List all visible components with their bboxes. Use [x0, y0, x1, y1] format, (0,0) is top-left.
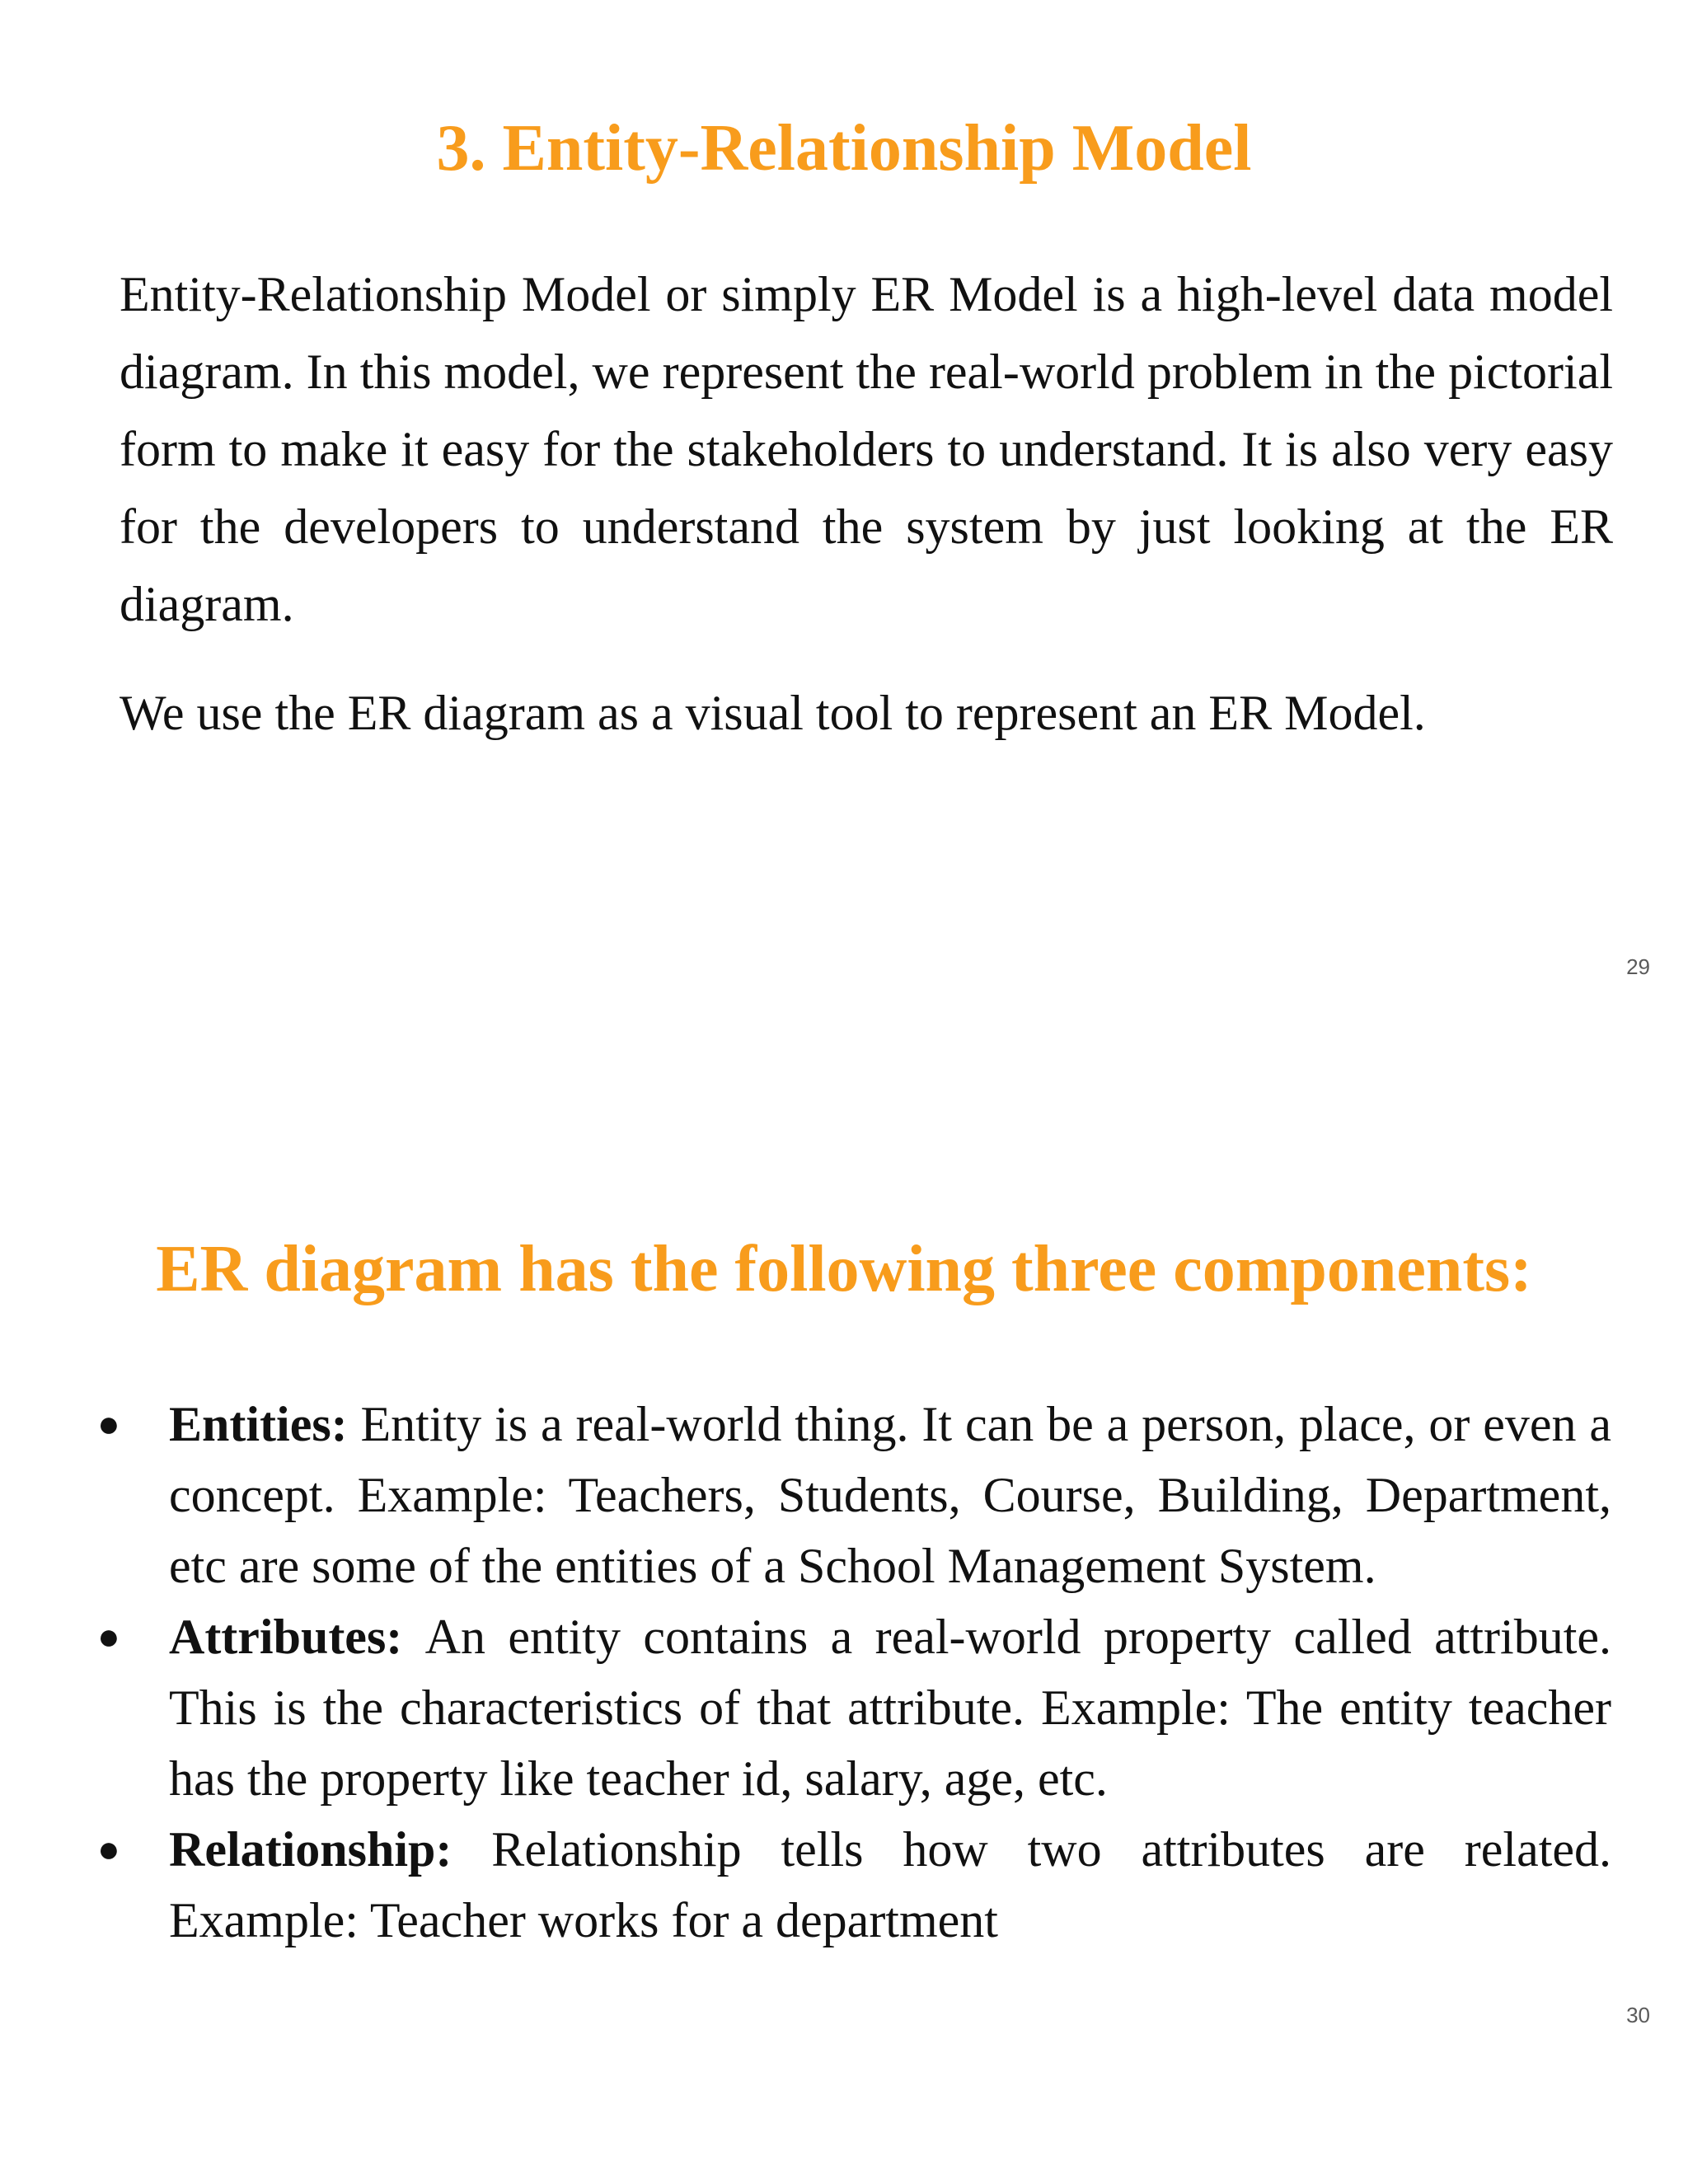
- er-diagram-paragraph: We use the ER diagram as a visual tool to represent an ER Model.: [120, 686, 1426, 740]
- components-list: [0, 1389, 1688, 1956]
- term-description: An entity contains a real-world property called attribute. This is the characteristics of that attribute. Example: The entity teacher has the property like teacher id, salary, age, etc.: [169, 1610, 1611, 1806]
- page-number: 30: [1626, 2003, 1650, 2027]
- bullet-icon: ●: [97, 1615, 120, 1657]
- page-title: 3. Entity-Relationship Model: [436, 112, 1252, 185]
- list-item-relationship: [0, 1814, 1611, 1956]
- bullet-icon: ●: [97, 1828, 120, 1870]
- list-item-attributes: [0, 1601, 1611, 1814]
- term-description: Relationship tells how two attributes are related. Example: Teacher works for a department: [169, 1822, 1612, 1947]
- page-30: [0, 1071, 1688, 2184]
- list-item-entities: [0, 1389, 1611, 1601]
- term-label: Attributes:: [169, 1610, 425, 1664]
- term-label: Entities:: [169, 1397, 361, 1451]
- term-label: Relationship:: [169, 1822, 492, 1877]
- page-29: [0, 0, 1688, 1018]
- page-number: 29: [1626, 954, 1650, 979]
- bullet-icon: ●: [97, 1403, 120, 1445]
- section-heading: ER diagram has the following three components:: [156, 1233, 1532, 1305]
- intro-paragraph: Entity-Relationship Model or simply ER Model is a high-level data model diagram. In this model, we represent the real-world problem in the pictorial form to make it easy for the stakeholders to understand. It is also very easy for the developers to understand the system by just looking at the ER diagram.: [120, 267, 1613, 631]
- term-description: Entity is a real-world thing. It can be a person, place, or even a concept. Example: Teachers, Students, Course, Building, Department, etc are some of the entities of a School Management System.: [169, 1397, 1611, 1593]
